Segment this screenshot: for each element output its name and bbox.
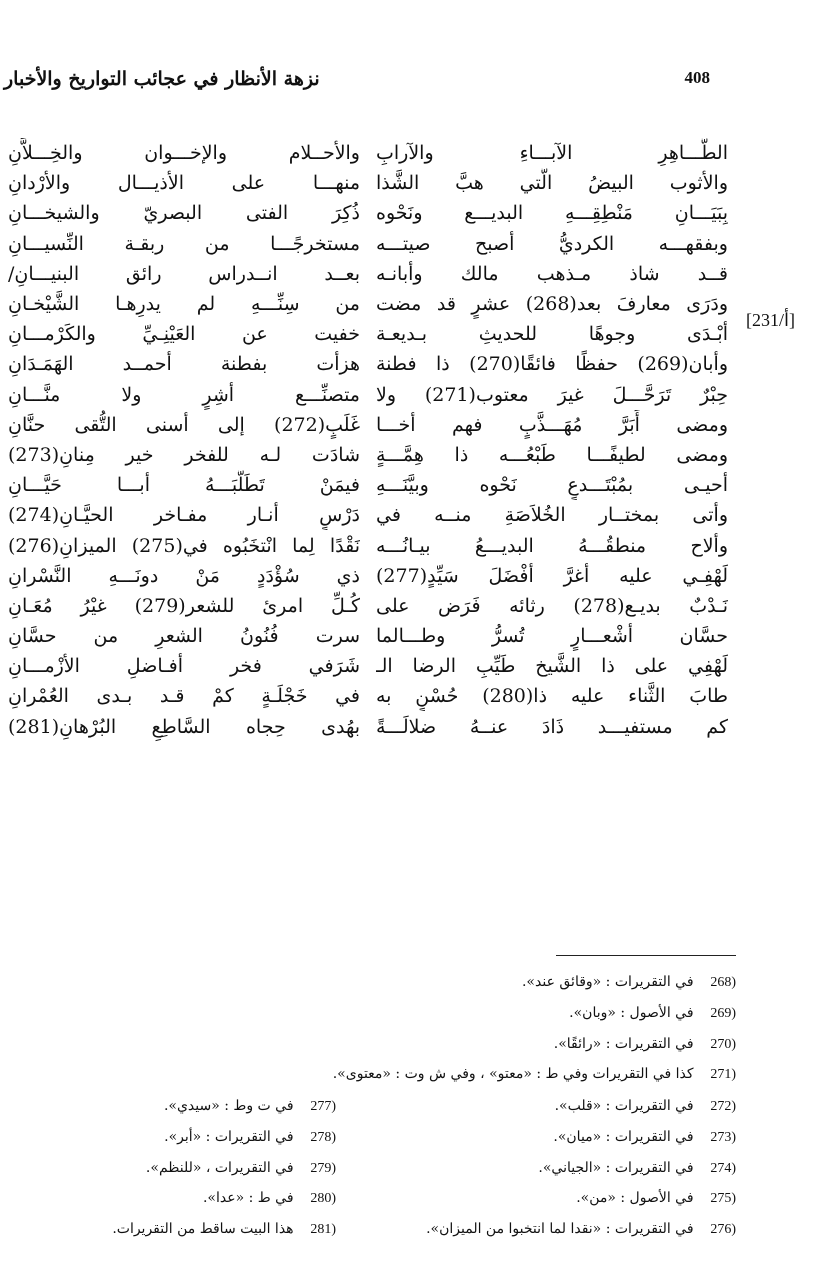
footnote-text: في التقريرات : «الجياني».	[538, 1159, 694, 1176]
second-hemistich: نَقْدًا لِما انْتخَبُوه في(275) الميزانِ(276)	[8, 534, 360, 557]
footnotes	[40, 967, 736, 1090]
second-hemistich: ذي سُؤْدَدٍ مَنْ دونَـــهِ النَّسْرانِ	[8, 564, 360, 587]
footnote	[336, 1122, 736, 1153]
first-hemistich: والأثوب البيضُ الَّتي هبَّ الشَّذا	[376, 172, 728, 195]
footnote-number: 273)	[710, 1129, 736, 1145]
footnote	[336, 1153, 736, 1184]
verse-line	[8, 561, 728, 591]
first-hemistich: وأتى بمختــار الخُلاَصَةِ منــه في	[376, 504, 728, 527]
verse-line	[8, 198, 728, 228]
verse-line	[8, 289, 728, 319]
second-hemistich: متصنِّـــع أشِرٍ ولا منَّـــانِ	[8, 383, 360, 406]
footnote-text: كذا في التقريرات وفي ط : «معتو» ، وفي ش وت : «معتوى».	[332, 1066, 694, 1083]
footnote-text: في التقريرات : «وقائق عند».	[521, 974, 694, 990]
footnote	[14, 1091, 336, 1122]
footnote-number: 279)	[310, 1160, 336, 1176]
verse-line	[8, 651, 728, 681]
first-hemistich: قــد شاذ مـذهب مالك وأبانـه	[376, 262, 728, 285]
second-hemistich: في خَجْلَـةٍ كمْ قـد بـدى العُمْرانِ	[8, 685, 360, 708]
footnote-number: 270)	[710, 1036, 736, 1052]
footnote-text: في الأصول : «من».	[576, 1190, 694, 1207]
verse-line	[8, 440, 728, 470]
second-hemistich: والأحــلام والإخـــوان والخِـــلاَّنِ	[8, 142, 360, 165]
first-hemistich: ودَرَى معارفَ بعد(268) عشرٍ قد مضت	[376, 293, 728, 316]
first-hemistich: ومضى لطيفًـــا طَبْعُـــه ذا هِمَّـــةٍ	[376, 443, 728, 466]
second-hemistich: هزأت بفطنة أحمــد الهَمَـدَانِ	[8, 353, 360, 376]
second-hemistich: بعــد انــدراس رائق البنيـــانِ/	[8, 262, 360, 285]
verse-line	[8, 500, 728, 530]
page-number: 408	[684, 68, 710, 87]
second-hemistich: خفيت عن العَيْنِـيِّ والكَرْمـــانِ	[8, 323, 360, 346]
manuscript-folio-marker: [231/أ]	[746, 310, 796, 330]
footnote	[336, 1183, 736, 1214]
second-hemistich: سرت فُنُونُ الشعرِ من حسَّانِ	[8, 625, 360, 648]
second-hemistich: من سِنِّـــهِ لم يدرِهـا الشَّيْخـانِ	[8, 293, 360, 316]
second-hemistich: ذُكِرَ الفتى البصريّ والشيخـــانِ	[8, 202, 360, 225]
first-hemistich: ومضى أَبَرَّ مُهَـــذَّبٍ فهم أخـــا	[376, 413, 728, 436]
page-header	[4, 68, 710, 96]
running-title: نزهة الأنظار في عجائب التواريخ والأخبار	[4, 68, 320, 90]
footnote-number: 281)	[310, 1222, 336, 1238]
verse-line	[8, 681, 728, 711]
footnote-number: 274)	[710, 1160, 736, 1176]
verse-line	[8, 138, 728, 168]
first-hemistich: أحيـى بمُبْتَـــدعٍ نَحْوه وبيَّنَـــهِ	[376, 474, 728, 497]
footnote	[14, 1153, 336, 1184]
footnote-number: 275)	[710, 1191, 736, 1207]
second-hemistich: شَرَفي فخر أفـاضلِ الأزْمـــانِ	[8, 655, 360, 678]
first-hemistich: أبْـدَى وجوهًا للحديثِ بـديعـة	[376, 323, 728, 346]
first-hemistich: بِبَيَـــانِ مَنْطِقِـــهِ البديـــع ونَحْوه	[376, 202, 728, 225]
first-hemistich: طابَ الثَّناء عليه ذا(280) حُسْنٍ به	[376, 685, 728, 708]
footnote-number: 277)	[310, 1099, 336, 1114]
verse-line	[8, 470, 728, 500]
first-hemistich: وبفقهـــه الكرديُّ أصبح صيتـــه	[376, 232, 728, 255]
verse-line	[8, 380, 728, 410]
footnote-text: هذا البيت ساقط من التقريرات.	[112, 1221, 294, 1238]
footnote-number: 278)	[310, 1129, 336, 1145]
first-hemistich: وألاح منطقُـــهُ البديـــعُ بيـانُـــه	[376, 534, 728, 557]
footnote-number: 272)	[710, 1099, 736, 1114]
second-hemistich: شادَت لـه للفخر خير مِنانِ(273)	[8, 443, 360, 466]
first-hemistich: لَهْفِـي عليه أغرَّ أفْضَلَ سَيِّدٍ(277)	[376, 564, 728, 587]
footnote-number: 268)	[710, 975, 736, 990]
second-hemistich: دَرْسٍ أنـار مفـاخر الحيَّـانِ(274)	[8, 504, 360, 527]
footnote-separator	[556, 955, 736, 956]
footnote	[14, 1122, 336, 1153]
footnote-text: في التقريرات : «نقدا لما انتخبوا من الميزان».	[426, 1221, 694, 1238]
first-hemistich: حِبْرٌ تَرَحَّـــلَ غيرَ معتوب(271) ولا	[376, 383, 728, 406]
verse-line	[8, 530, 728, 560]
footnote-text: في التقريرات : «ميان».	[553, 1128, 694, 1145]
footnote	[336, 1091, 736, 1122]
verse-line	[8, 349, 728, 379]
first-hemistich: نَـدْبٌ بديـع(278) رثائه فَرَض على	[376, 594, 728, 617]
footnote-text: في ت وط : «سيدي».	[163, 1098, 294, 1114]
poem	[8, 138, 728, 742]
footnote-text: في ط : «عدا».	[202, 1190, 294, 1207]
second-hemistich: كُـلِّ امرئ للشعر(279) غيْرُ مُعَـانِ	[8, 594, 360, 617]
verse-line	[8, 168, 728, 198]
footnote-text: في التقريرات : «قلب».	[554, 1098, 694, 1114]
second-hemistich: فيمَنْ تَطَلَّبَـــهُ أبـــا حَيَّـــانِ	[8, 474, 360, 497]
second-hemistich: منهـــا على الأذيـــال والأرْدانِ	[8, 172, 360, 195]
verse-line	[8, 410, 728, 440]
footnote-text: في التقريرات : «رائقًا».	[553, 1035, 694, 1052]
first-hemistich: حسَّان أشْعـــارٍ تُسرُّ وطـــالما	[376, 625, 728, 648]
footnote	[14, 1214, 336, 1245]
footnotes-two-column	[14, 1091, 736, 1245]
verse-line	[8, 591, 728, 621]
footnotes-column-left	[14, 1091, 336, 1245]
verse-line	[8, 229, 728, 259]
second-hemistich: غَلَبٍ(272) إلى أسنى التُّقى حنَّانِ	[8, 413, 360, 436]
footnote-text: في الأصول : «وبان».	[569, 1004, 694, 1021]
footnote	[40, 967, 736, 998]
first-hemistich: كم مستفيـــد ذَادَ عنــهُ ضلالَـــةً	[376, 715, 728, 738]
verse-line	[8, 621, 728, 651]
footnote-text: في التقريرات ، «للنظم».	[145, 1159, 294, 1176]
footnote	[40, 1059, 736, 1090]
second-hemistich: بهُدى حِجاه السَّاطِعِ البُرْهانِ(281)	[8, 715, 360, 738]
footnote-number: 269)	[710, 1005, 736, 1021]
first-hemistich: الطَّـــاهِرِ الآبـــاءِ والآرابِ	[376, 142, 728, 165]
footnotes-column-right	[336, 1091, 736, 1245]
verse-line	[8, 259, 728, 289]
footnote	[336, 1214, 736, 1245]
footnote-text: في التقريرات : «أبر».	[164, 1128, 294, 1145]
footnote-number: 280)	[310, 1191, 336, 1207]
footnote	[40, 998, 736, 1029]
verse-line	[8, 319, 728, 349]
footnote-number: 276)	[710, 1222, 736, 1238]
footnote	[14, 1183, 336, 1214]
second-hemistich: مستخرجًـــا من ربقـة النِّسيـــانِ	[8, 232, 360, 255]
verse-line	[8, 712, 728, 742]
first-hemistich: لَهْفِي على ذا الشَّيخ طَيِّبِ الرضا الـ	[376, 655, 728, 678]
first-hemistich: وأبان(269) حفظًا فائقًا(270) ذا فطنة	[376, 353, 728, 376]
footnote-number: 271)	[710, 1067, 736, 1083]
footnote	[40, 1029, 736, 1060]
